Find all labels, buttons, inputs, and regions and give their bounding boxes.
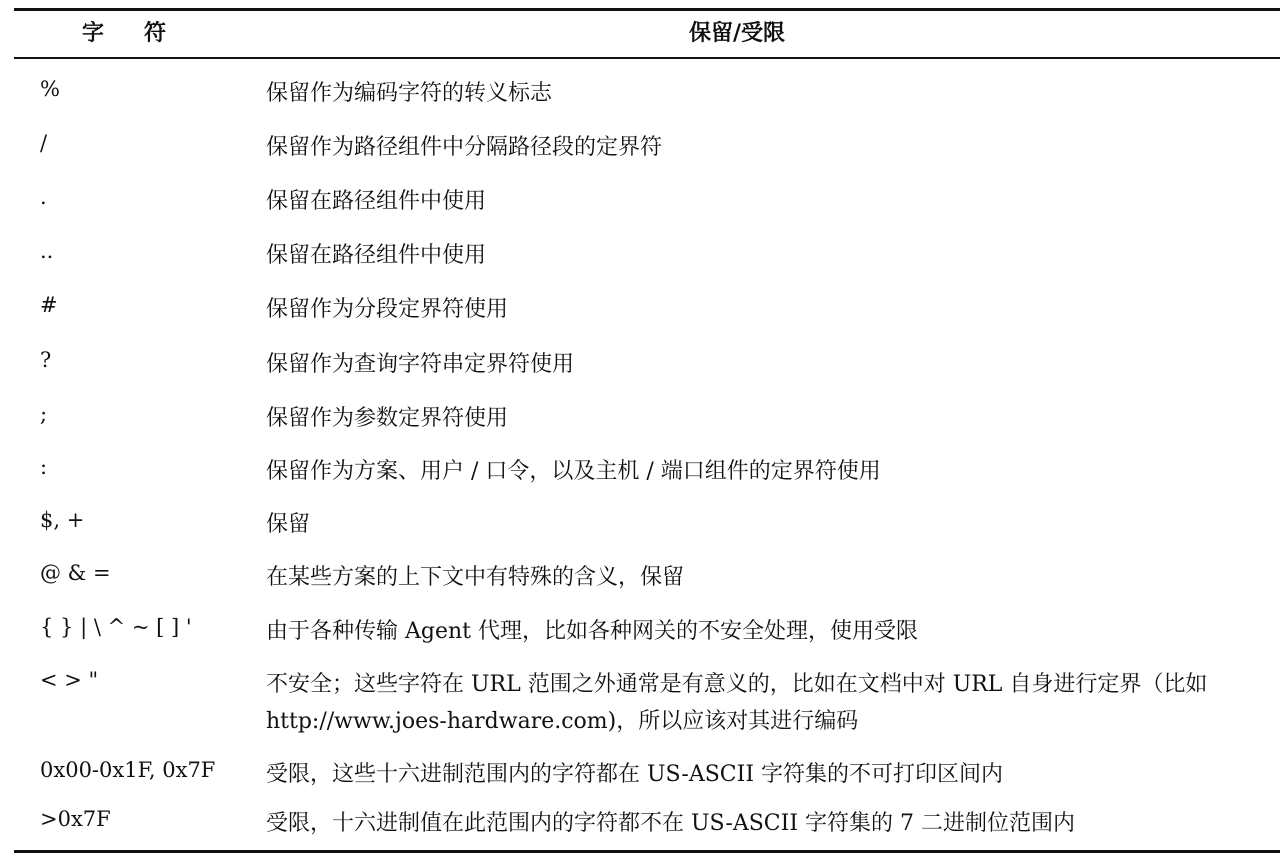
- row-description: 受限，十六进制值在此范围内的字符都不在 US-ASCII 字符集的 7 二进制位范围内: [266, 811, 1075, 836]
- row-character: ..: [40, 239, 54, 263]
- row-character: /: [40, 131, 48, 155]
- row-description: 保留: [266, 512, 311, 537]
- row-character: { } | \ ^ ~ [ ] ': [40, 615, 192, 639]
- row-character: ;: [40, 402, 48, 426]
- row-character: :: [40, 455, 48, 479]
- row-description: 由于各种传输 Agent 代理，比如各种网关的不安全处理，使用受限: [266, 619, 918, 644]
- header-character: 字符: [82, 21, 207, 46]
- row-description: 受限，这些十六进制范围内的字符都在 US-ASCII 字符集的不可打印区间内: [266, 762, 1004, 787]
- header-reserved-restricted: 保留/受限: [688, 21, 786, 46]
- row-description: 不安全；这些字符在 URL 范围之外通常是有意义的，比如在文档中对 URL 自身进行定界（比如 http://www.joes-hardware.com)，所以应该对其进行编码: [266, 672, 1208, 734]
- row-description: 保留作为参数定界符使用: [266, 406, 509, 431]
- row-character: @ & =: [40, 561, 111, 585]
- row-character: %: [40, 77, 60, 101]
- row-character: ?: [40, 348, 52, 372]
- row-description: 保留在路径组件中使用: [266, 189, 487, 214]
- row-character: < > ": [40, 668, 99, 692]
- row-character: 0x00-0x1F, 0x7F: [40, 758, 216, 782]
- row-character: >0x7F: [40, 807, 111, 831]
- row-description: 保留作为分段定界符使用: [266, 297, 509, 322]
- row-character: .: [40, 185, 47, 209]
- row-description: 保留作为编码字符的转义标志: [266, 81, 553, 106]
- table-bottom-rule: [14, 850, 1280, 853]
- table-top-rule: [14, 8, 1280, 11]
- row-description: 保留在路径组件中使用: [266, 243, 487, 268]
- row-description: 保留作为查询字符串定界符使用: [266, 352, 575, 377]
- row-description: 保留作为路径组件中分隔路径段的定界符: [266, 135, 663, 160]
- table-header-rule: [14, 57, 1280, 59]
- row-character: #: [40, 293, 58, 317]
- row-description: 保留作为方案、用户 / 口令，以及主机 / 端口组件的定界符使用: [266, 459, 881, 484]
- url-character-table: [14, 8, 1280, 853]
- row-description: 在某些方案的上下文中有特殊的含义，保留: [266, 565, 685, 590]
- row-character: $, +: [40, 508, 85, 532]
